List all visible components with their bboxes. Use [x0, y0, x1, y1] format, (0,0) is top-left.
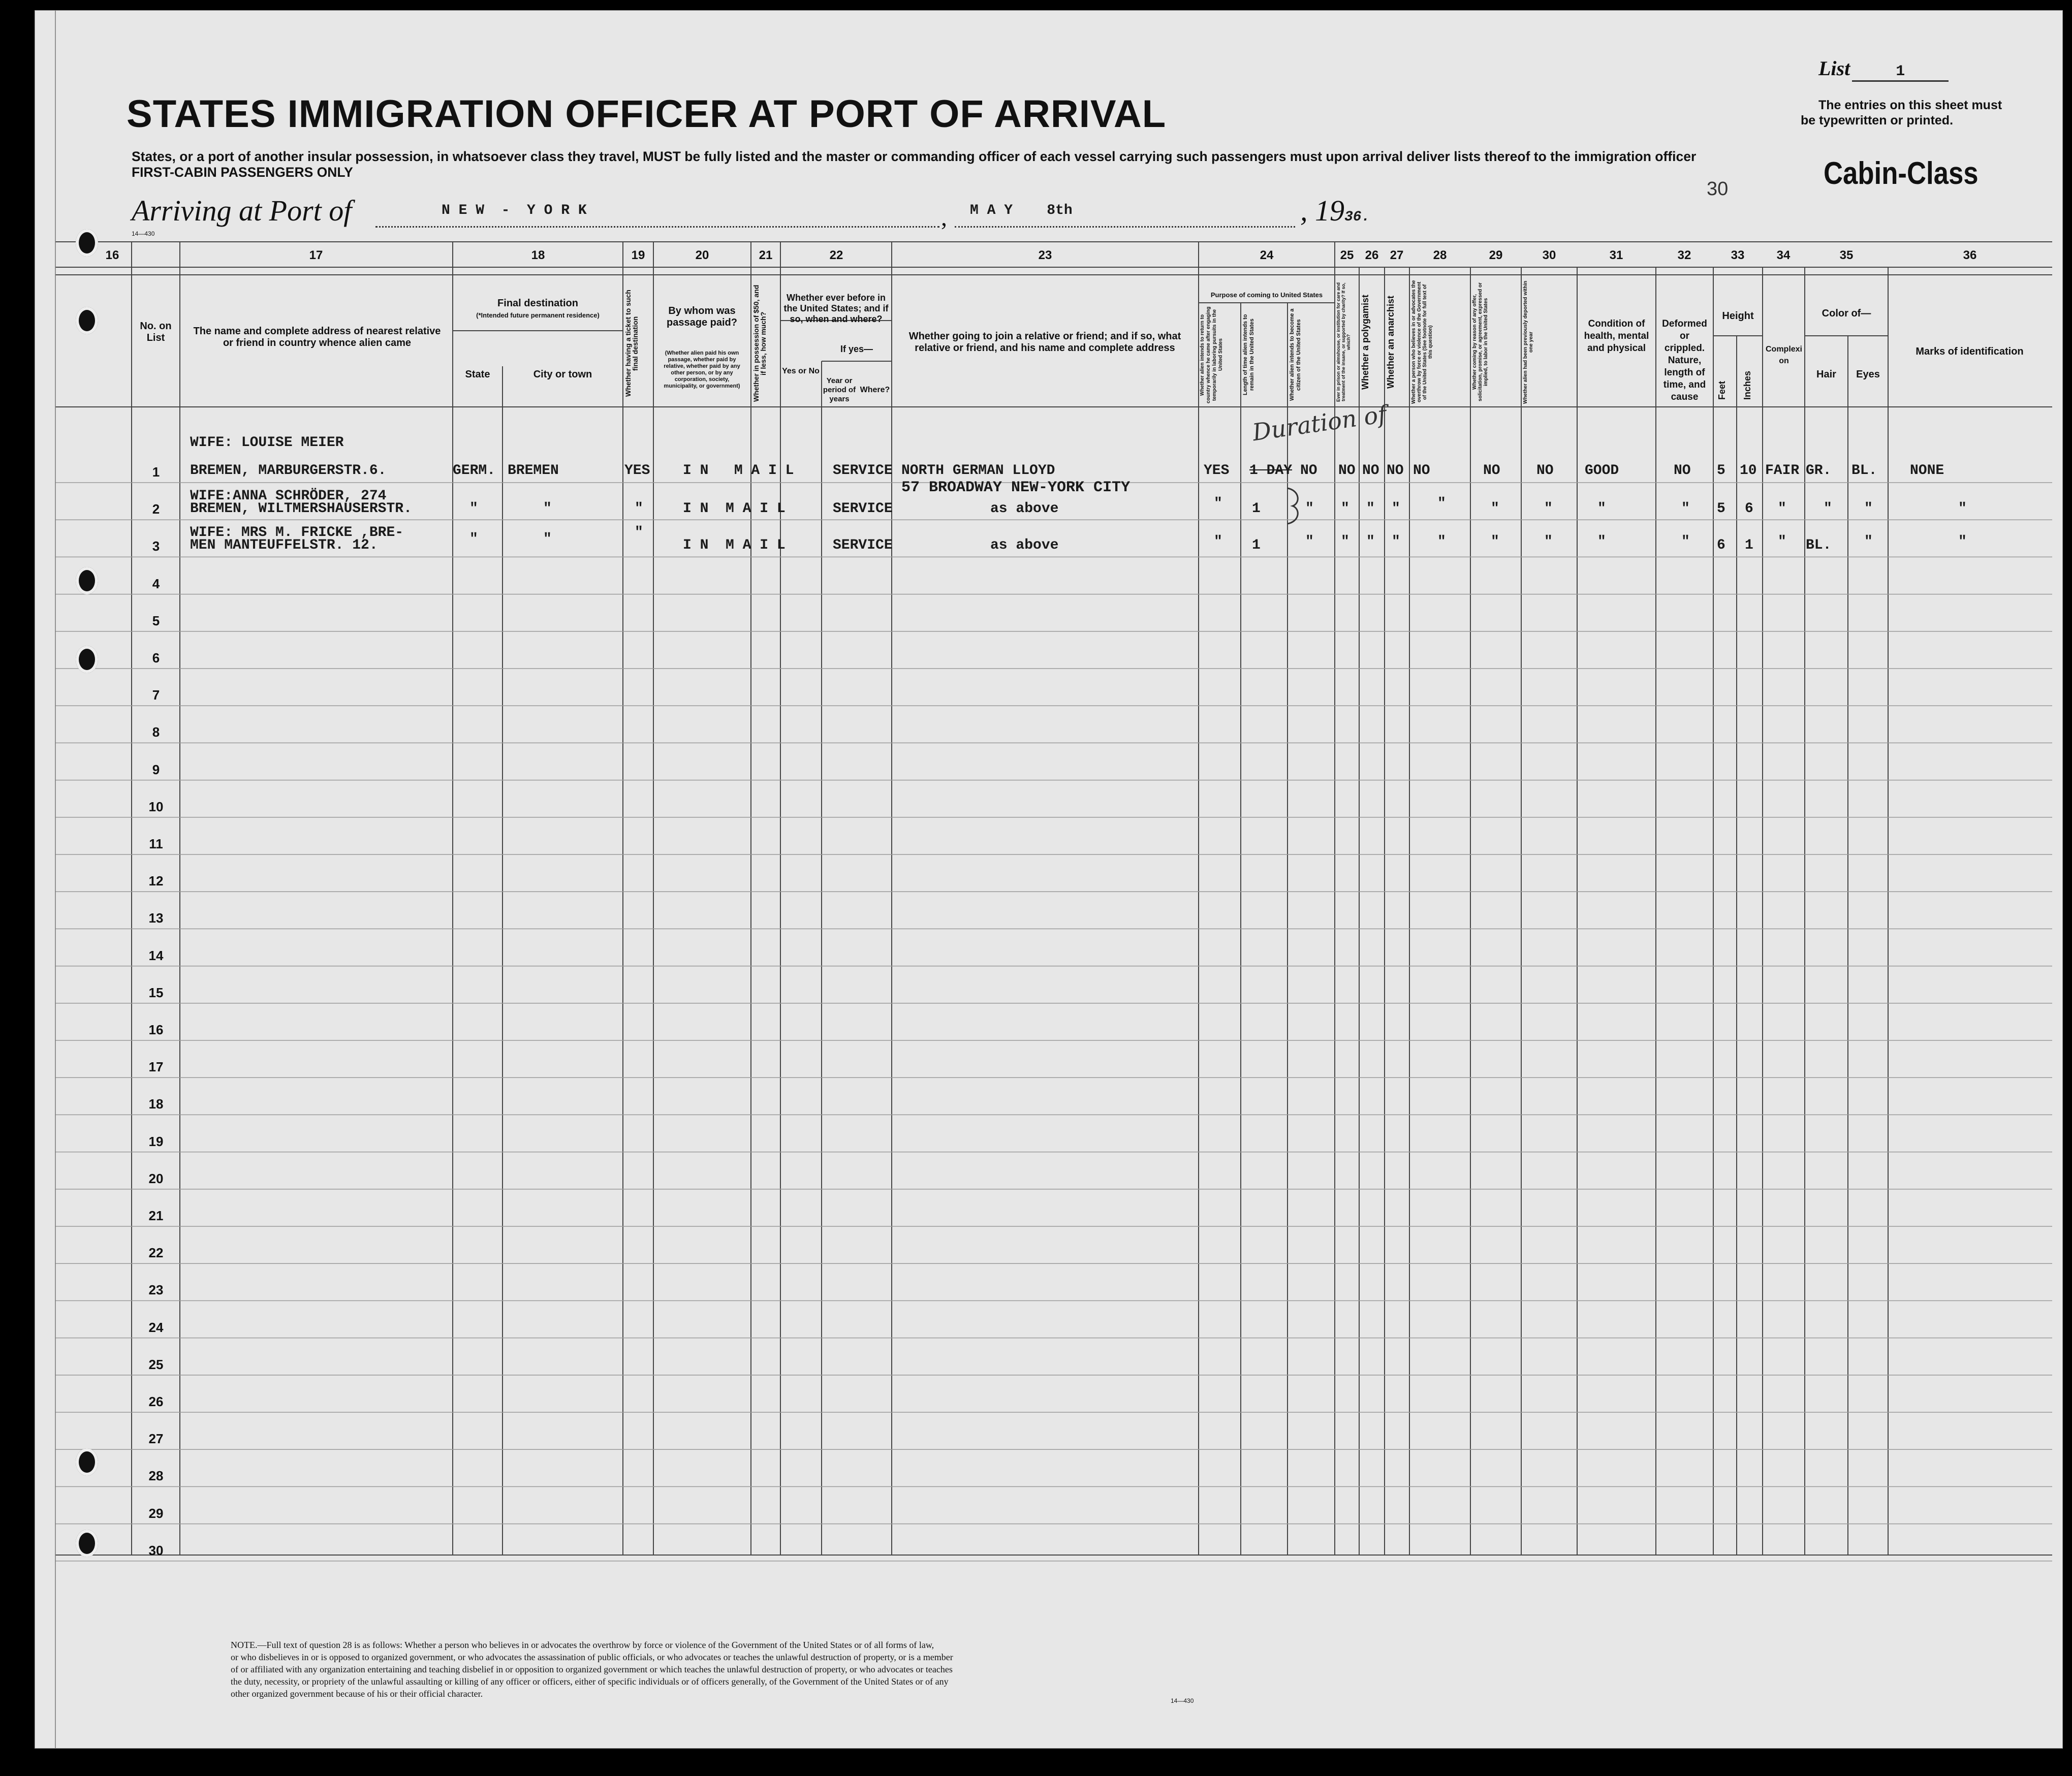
height-feet: 5 [1717, 463, 1725, 479]
state: GERM. [453, 463, 496, 479]
ever-before: SERVICE [833, 463, 893, 479]
header-where: Where? [860, 386, 890, 394]
comma: , [941, 204, 947, 231]
column-number: 22 [829, 248, 843, 262]
column-number: 33 [1731, 248, 1745, 262]
ever-before: SERVICE [833, 501, 893, 517]
deported: NO [1536, 463, 1554, 479]
row-number: 9 [152, 762, 160, 777]
row-number: 3 [152, 538, 160, 554]
city: BREMEN [508, 463, 559, 479]
header-if-yes: If yes— [840, 344, 873, 354]
row-number: 6 [152, 650, 160, 665]
header-prison: Ever in prison or almshouse, or institution for care and treatment of the insane, or supported by charity? If so, which? [1336, 282, 1351, 402]
relative-line-1: WIFE: LOUISE MEIER [190, 435, 344, 451]
footnote-line: NOTE.—Full text of question 28 is as follows: Whether a person who believes in or advocates the overthrow by force or violence of the Government of the United States or of all forms of law, [231, 1640, 934, 1650]
height-inches: 10 [1740, 463, 1757, 479]
health: " [1597, 501, 1606, 517]
header-length-stay: Length of time alien intends to remain in the United States [1242, 314, 1255, 396]
health: " [1597, 534, 1606, 550]
punch-hole [76, 567, 98, 594]
relative-line-2: BREMEN, MARBURGERSTR.6. [190, 463, 387, 479]
date-field [955, 200, 1295, 228]
row-number: 27 [148, 1431, 164, 1447]
column-number: 24 [1260, 248, 1274, 262]
column-number: 26 [1365, 248, 1379, 262]
deformed: NO [1674, 463, 1691, 479]
passage-paid: I N M A I L [683, 463, 794, 479]
polygamist: " [1366, 501, 1375, 517]
row-number: 28 [148, 1468, 164, 1484]
ticket: YES [624, 463, 650, 479]
footnote-line: of or affiliated with any organization entertaining and teaching disbelief in or opposition to organized government or which teaches the unlawful destruction of property, or who advocates or teaches [231, 1664, 953, 1674]
footnote-line: other organized government because of his or their official character. [231, 1689, 483, 1699]
column-number: 36 [1963, 248, 1977, 262]
deformed: " [1681, 501, 1690, 517]
header-state: State [465, 369, 490, 380]
column-number: 34 [1776, 248, 1791, 262]
row-number: 20 [148, 1170, 164, 1186]
length-stay: 1 [1252, 537, 1261, 553]
ticket: " [635, 501, 643, 517]
header-complexion: Complexion [1765, 345, 1802, 365]
header-year: Year or period of years [823, 376, 856, 403]
port-value: N E W - Y O R K [442, 203, 587, 218]
column-number: 16 [105, 248, 119, 262]
relative-line-1: WIFE: MRS M. FRICKE ,BRE- [190, 525, 404, 541]
deported: " [1544, 534, 1553, 550]
column-number: 18 [531, 248, 545, 262]
row-number: 29 [148, 1505, 164, 1521]
header-yes-no: Yes or No [782, 367, 820, 375]
header-final-destination-sub: (*Intended future permanent residence) [476, 311, 600, 319]
header-citizen: Whether alien intends to become a citizen of the United States [1289, 308, 1302, 401]
joining-line-2: 57 BROADWAY NEW-YORK CITY [901, 479, 1131, 496]
overthrow: " [1437, 496, 1446, 512]
hair: " [1824, 501, 1832, 517]
header-passage-paid: By whom was passage paid? [667, 305, 737, 328]
row-number: 19 [148, 1133, 164, 1149]
anarchist: " [1392, 534, 1400, 550]
punch-hole [76, 1530, 98, 1557]
footnote-line: the duty, necessity, or propriety of the unlawful assaulting or killing of any officer or officers, either of specific individuals or of officers generally, of the Government of the United States or of any [231, 1676, 949, 1687]
row-number: 8 [152, 724, 160, 740]
length-stay: 1 [1252, 501, 1261, 517]
header-relative: The name and complete address of nearest relative or friend in country whence alien came [193, 326, 441, 348]
row-number: 21 [148, 1208, 164, 1223]
return-country: YES [1204, 463, 1230, 479]
header-deformed: Deformed or crippled. Nature, length of time, and cause [1662, 319, 1707, 402]
column-number: 19 [631, 248, 645, 262]
deformed: " [1681, 534, 1690, 550]
punch-hole [76, 1448, 98, 1476]
row-number: 4 [152, 576, 160, 591]
prison: " [1341, 501, 1349, 517]
row-number: 13 [148, 910, 164, 926]
overthrow: NO [1413, 463, 1430, 479]
header-joining: Whether going to join a relative or friend; and if so, what relative or friend, and his name and complete address [908, 331, 1181, 354]
header-inches: Inches [1742, 370, 1752, 400]
column-number: 23 [1038, 248, 1052, 262]
list-number: 1 [1852, 63, 1949, 82]
row-number: 14 [148, 947, 164, 963]
column-number: 21 [759, 248, 773, 262]
header-hair: Hair [1816, 369, 1836, 380]
relative-line-2: BREMEN, WILTMERSHAUSERSTR. [190, 501, 412, 517]
marks: " [1958, 501, 1967, 517]
header-passage-paid-sub: (Whether alien paid his own passage, whether paid by relative, whether paid by any other person, or by any corporation, society, municipality, or government) [664, 350, 740, 389]
manifest-sheet [35, 10, 2063, 1749]
offer: " [1491, 501, 1499, 517]
column-number: 35 [1839, 248, 1854, 262]
prison: NO [1338, 463, 1356, 479]
return-country: " [1214, 496, 1222, 512]
row-number: 18 [148, 1096, 164, 1112]
form-code-bottom: 14—430 [1171, 1697, 1194, 1704]
hair: BL. [1806, 537, 1832, 553]
bracket-mark [1285, 486, 1305, 526]
header-health: Condition of health, mental and physical [1584, 319, 1649, 354]
column-number: 27 [1390, 248, 1404, 262]
row-number: 5 [152, 613, 160, 628]
column-number: 30 [1542, 248, 1556, 262]
row-number: 10 [148, 799, 164, 814]
height-feet: 6 [1717, 537, 1725, 553]
row-number: 12 [148, 873, 164, 889]
header-money: Whether in possession of $50, and if less, how much? [752, 284, 767, 402]
header-final-destination: Final destination [497, 298, 578, 309]
year-prefix: 19 [1315, 194, 1344, 227]
entries-note-2: be typewritten or printed. [1801, 113, 1954, 128]
anarchist: " [1392, 501, 1400, 517]
list-label: List [1818, 57, 1850, 80]
anarchist: NO [1387, 463, 1404, 479]
footnote [231, 1639, 953, 1700]
citizen: " [1305, 501, 1314, 517]
header-city: City or town [533, 369, 592, 380]
row-number: 17 [148, 1059, 164, 1075]
row-number: 24 [148, 1319, 164, 1335]
cabin-class-stamp: Cabin-Class [1824, 156, 1979, 191]
instruction-line: States, or a port of another insular possession, in whatsoever class they travel, MUST be fully listed and the master or commanding officer of each vessel carrying such passengers must upon arrival deliver lists thereof to the immigration officer [132, 149, 1697, 164]
sheet-number: 30 [1707, 178, 1729, 200]
header-eyes: Eyes [1856, 369, 1880, 380]
column-number: 32 [1677, 248, 1691, 262]
state: " [469, 531, 478, 547]
ticket: " [635, 525, 643, 541]
header-overthrow: Whether a person who believes in or advocates the overthrow by force or violence of the Government of the United States (See footnote for full text of this question) [1411, 280, 1433, 404]
column-number: 29 [1489, 248, 1503, 262]
ruled-grid [35, 11, 2062, 1748]
punch-hole [76, 307, 98, 334]
row-number: 2 [152, 501, 160, 517]
header-anarchist: Whether an anarchist [1386, 295, 1396, 389]
handwritten-note: Duration of [1250, 400, 1389, 447]
date-value: M A Y 8th [970, 203, 1073, 218]
row-number: 15 [148, 985, 164, 1000]
header-color-of: Color of— [1822, 308, 1871, 319]
overthrow: " [1437, 534, 1446, 550]
row-number: 25 [148, 1356, 164, 1372]
row-number: 23 [148, 1282, 164, 1298]
joining-line-1: as above [990, 501, 1059, 517]
height-inches: 6 [1745, 501, 1753, 517]
relative-line-1: WIFE:ANNA SCHRÖDER, 274 [190, 488, 387, 504]
prison: " [1341, 534, 1349, 550]
header-ticket: Whether having a ticket to such final destination [624, 290, 639, 397]
header-deported: Whether alien had been previously deported within one year [1523, 280, 1534, 404]
row-number: 11 [149, 836, 163, 851]
footnote-line: or who disbelieves in or is opposed to organized government, or who advocates the assassination of public officials, or who advocates or teaches the unlawful destruction of property, or is a member [231, 1652, 953, 1662]
height-feet: 5 [1717, 501, 1725, 517]
eyes: " [1864, 534, 1873, 550]
joining-line-1: as above [990, 537, 1059, 553]
header-offer: Whether coming by reason of any offer, solicitation, promise, or agreement, expressed or implied, to labor in the United States [1472, 282, 1489, 402]
city: " [543, 501, 552, 517]
row-number: 1 [152, 464, 160, 480]
header-feet: Feet [1717, 381, 1727, 400]
year-suffix: 36. [1344, 209, 1370, 225]
row-number: 26 [148, 1394, 164, 1409]
row-number: 7 [152, 687, 160, 703]
joining-line-1: NORTH GERMAN LLOYD [901, 463, 1055, 479]
list-number-field [1818, 56, 1949, 82]
form-code-top: 14—430 [132, 230, 155, 237]
entries-note-1: The entries on this sheet must [1818, 98, 2002, 112]
port-field [375, 200, 939, 228]
punch-hole [76, 646, 98, 673]
header-ever-before: Whether ever before in the United States; and if so, when and where? [783, 293, 889, 324]
row-number: 30 [148, 1542, 164, 1558]
passage-paid: I N M A I L [683, 501, 786, 517]
relative-line-2: MEN MANTEUFFELSTR. 12. [190, 537, 378, 553]
arriving-label: Arriving at Port of [132, 194, 352, 227]
row-number: 22 [148, 1245, 164, 1261]
column-number: 28 [1433, 248, 1447, 262]
column-number: 20 [695, 248, 709, 262]
deported: " [1544, 501, 1553, 517]
column-number: 17 [309, 248, 323, 262]
complexion: " [1778, 534, 1786, 550]
form-title: STATES IMMIGRATION OFFICER AT PORT OF ARRIVAL [127, 92, 1167, 136]
header-polygamist: Whether a polygamist [1360, 294, 1370, 390]
punch-hole [76, 229, 98, 257]
passage-paid: I N M A I L [683, 537, 786, 553]
height-inches: 1 [1745, 537, 1753, 553]
header-purpose: Purpose of coming to United States [1210, 291, 1323, 299]
city: " [543, 531, 552, 547]
marks: " [1958, 534, 1967, 550]
eyes: BL. [1851, 463, 1877, 479]
hair: GR. [1806, 463, 1832, 479]
health: GOOD [1585, 463, 1619, 479]
citizen: " [1305, 534, 1314, 550]
length-stay: 1 DAY [1249, 463, 1293, 479]
header-height: Height [1722, 310, 1754, 322]
polygamist: " [1366, 534, 1375, 550]
class-line: FIRST-CABIN PASSENGERS ONLY [132, 165, 353, 180]
eyes: " [1864, 501, 1873, 517]
offer: " [1491, 534, 1499, 550]
year-field: , 1936. [1300, 194, 1370, 227]
return-country: " [1214, 534, 1222, 550]
state: " [469, 501, 478, 517]
citizen: NO [1300, 463, 1317, 479]
complexion: " [1778, 501, 1786, 517]
header-no-on-list: No. on List [140, 321, 172, 343]
row-number: 16 [148, 1022, 164, 1037]
header-marks: Marks of identification [1916, 346, 2024, 357]
ever-before: SERVICE [833, 537, 893, 553]
column-number: 25 [1340, 248, 1354, 262]
column-number: 31 [1609, 248, 1623, 262]
header-return-country: Whether alien intends to return to country whence he came after engaging temporarily in laboring pursuits in the United States [1200, 306, 1223, 403]
polygamist: NO [1362, 463, 1379, 479]
offer: NO [1483, 463, 1500, 479]
complexion: FAIR [1765, 463, 1800, 479]
marks: NONE [1910, 463, 1944, 479]
